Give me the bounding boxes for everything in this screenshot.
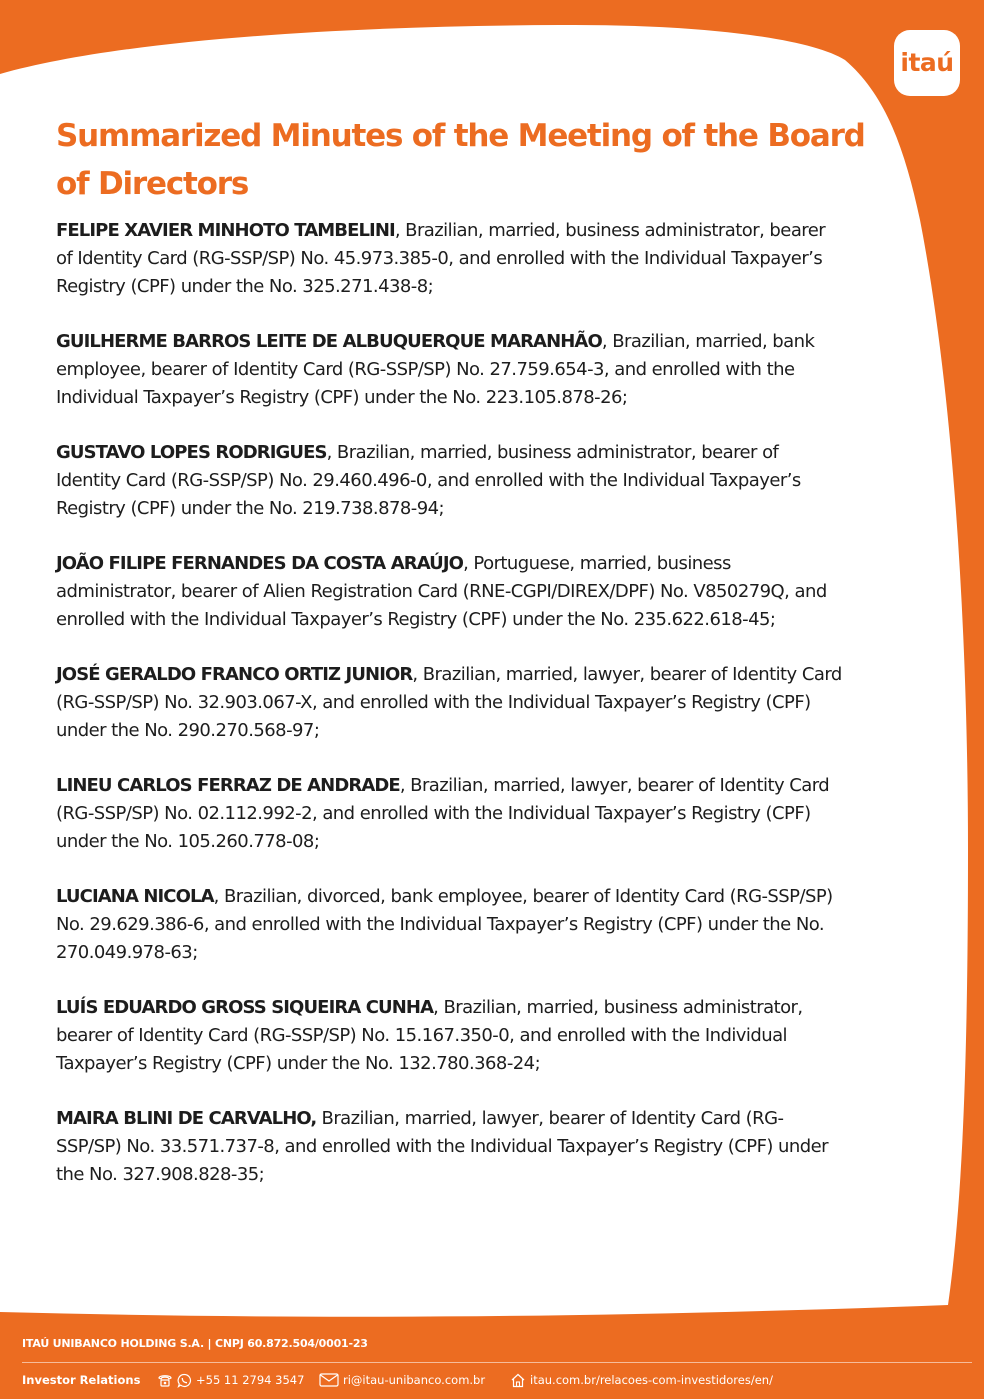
footer-phone-number: +55 11 2794 3547: [196, 1373, 305, 1387]
director-entry: [56, 217, 846, 301]
footer-email[interactable]: [319, 1371, 485, 1389]
director-list: [56, 217, 846, 1216]
page-title: Summarized Minutes of the Meeting of the Board of Directors: [56, 118, 865, 202]
footer-divider: [22, 1362, 972, 1363]
director-name: JOSÉ GERALDO FRANCO ORTIZ JUNIOR: [56, 664, 413, 685]
director-entry: [56, 661, 846, 745]
director-details: Brazilian, married, lawyer, bearer of Identity Card (RG-SSP/SP) No. 33.571.737-8, and enrolled with the Individual Taxpayer’s Registry (CPF) under the No. 327.908.828-35;: [56, 1108, 828, 1185]
footer-email-address: ri@itau-unibanco.com.br: [343, 1373, 486, 1387]
director-name: LINEU CARLOS FERRAZ DE ANDRADE: [56, 775, 400, 796]
director-details: , Brazilian, married, business administrator, bearer of Identity Card (RG-SSP/SP) No. 45.973.385-0, and enrolled with the Individual Taxpayer’s Registry (CPF) under the No. 325.271.438-8;: [56, 220, 826, 297]
director-name: LUÍS EDUARDO GROSS SIQUEIRA CUNHA: [56, 997, 434, 1018]
director-entry: [56, 550, 846, 634]
footer-website-url: itau.com.br/relacoes-com-investidores/en/: [530, 1373, 773, 1387]
director-entry: [56, 1105, 846, 1189]
director-entry: [56, 328, 846, 412]
director-details: , Portuguese, married, business administrator, bearer of Alien Registration Card (RNE-CGPI/DIREX/DPF) No. V850279Q, and enrolled with the Individual Taxpayer’s Registry (CPF) under the No. 235.622.618-45;: [56, 553, 827, 630]
director-name: MAIRA BLINI DE CARVALHO,: [56, 1108, 317, 1129]
director-entry: [56, 994, 846, 1078]
director-entry: [56, 772, 846, 856]
footer-website[interactable]: [510, 1371, 773, 1389]
director-details: , Brazilian, married, lawyer, bearer of Identity Card (RG-SSP/SP) No. 02.112.992-2, and enrolled with the Individual Taxpayer’s Registry (CPF) under the No. 105.260.778-08;: [56, 775, 830, 852]
footer-section-label: Investor Relations: [22, 1373, 141, 1387]
whatsapp-icon: [177, 1373, 192, 1388]
director-details: , Brazilian, married, business administrator, bearer of Identity Card (RG-SSP/SP) No. 29.460.496-0, and enrolled with the Individual Taxpayer’s Registry (CPF) under the No. 219.738.878-94;: [56, 442, 801, 519]
mail-icon: [319, 1373, 339, 1387]
phone-icon: [157, 1373, 173, 1387]
director-name: GUILHERME BARROS LEITE DE ALBUQUERQUE MARANHÃO: [56, 331, 602, 352]
director-details: , Brazilian, married, bank employee, bearer of Identity Card (RG-SSP/SP) No. 27.759.654-3, and enrolled with the Individual Taxpayer’s Registry (CPF) under the No. 223.105.878-26;: [56, 331, 815, 408]
footer-contact-bar: [22, 1371, 972, 1389]
director-name: GUSTAVO LOPES RODRIGUES: [56, 442, 327, 463]
director-name: JOÃO FILIPE FERNANDES DA COSTA ARAÚJO: [56, 553, 464, 574]
director-details: , Brazilian, divorced, bank employee, bearer of Identity Card (RG-SSP/SP) No. 29.629.386-6, and enrolled with the Individual Taxpayer’s Registry (CPF) under the No. 270.049.978-63;: [56, 886, 833, 963]
director-details: , Brazilian, married, lawyer, bearer of Identity Card (RG-SSP/SP) No. 32.903.067-X, and enrolled with the Individual Taxpayer’s Registry (CPF) under the No. 290.270.568-97;: [56, 664, 842, 741]
director-name: FELIPE XAVIER MINHOTO TAMBELINI: [56, 220, 395, 241]
footer-phone[interactable]: [157, 1371, 304, 1389]
director-entry: [56, 439, 846, 523]
footer-company-info: ITAÚ UNIBANCO HOLDING S.A. | CNPJ 60.872.504/0001-23: [22, 1337, 368, 1350]
itau-logo: itaú: [894, 30, 960, 96]
director-entry: [56, 883, 846, 967]
home-icon: [510, 1373, 526, 1388]
director-name: LUCIANA NICOLA: [56, 886, 214, 907]
director-details: , Brazilian, married, business administrator, bearer of Identity Card (RG-SSP/SP) No. 15.167.350-0, and enrolled with the Individual Taxpayer’s Registry (CPF) under the No. 132.780.368-24;: [56, 997, 803, 1074]
